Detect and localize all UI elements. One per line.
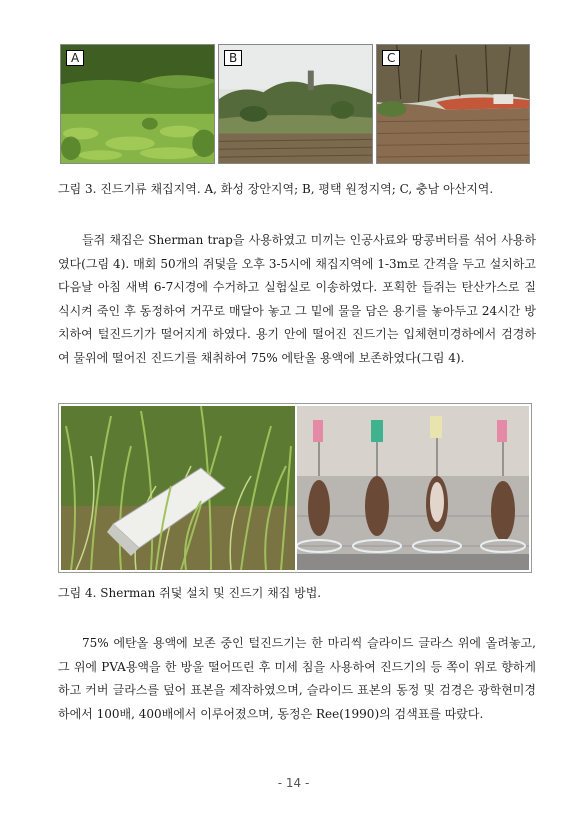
photo-pyeongtaek-field — [218, 44, 373, 164]
panel-label-a: A — [66, 50, 84, 66]
panel-label-c: C — [382, 50, 400, 66]
page-number: - 14 - — [277, 776, 310, 790]
figure-4-caption: 그림 4. Sherman 쥐덫 설치 및 진드기 채집 방법. — [58, 586, 322, 600]
panel-label-b: B — [224, 50, 242, 66]
photo-asan-field — [376, 44, 530, 164]
body-paragraph-1: 들쥐 채집은 Sherman trap을 사용하였고 미끼는 인공사료와 땅콩버터를 섞어 사용하였다(그림 4). 매회 50개의 쥐덫을 오후 3-5시에 채집지역에 1-3m로 간격을 두고 설치하고 다음날 아침 새벽 6-7시경에 수거하고 실험실로 이송하였다. 포획한 들쥐는 탄산가스로 질식시켜 죽인 후 동정하여 거꾸로 매달아 놓고 그 밑에 물을 담은 용기를 놓아두고 24시간 방치하여 털진드기가 떨어지게 하였다. 용기 안에 떨어진 진드기는 입체현미경하에서 검경하여 물위에 떨어진 진드기를 채취하여 75% 에탄올 용액에 보존하였다(그림 4). — [58, 233, 536, 365]
body-paragraph-2: 75% 에탄올 용액에 보존 중인 털진드기는 한 마리씩 슬라이드 글라스 위에 올려놓고, 그 위에 PVA용액을 한 방울 떨어뜨린 후 미세 침을 사용하여 진드기의 등 쪽이 위로 향하게 하고 커버 글라스를 덮어 표본을 제작하였으며, 슬라이드 표본의 동정 및 검경은 광학현미경 하에서 100배, 400배에서 이루어졌으며, 동정은 Ree(1990)의 검색표를 따랐다. — [58, 636, 536, 721]
figure-4 — [58, 403, 532, 573]
photo-hwaseong-field — [60, 44, 215, 164]
photo-hanging-mice — [297, 406, 529, 570]
photo-sherman-trap — [61, 406, 295, 570]
figure-3-caption: 그림 3. 진드기류 채집지역. A, 화성 장안지역; B, 평택 원정지역; C, 충남 아산지역. — [58, 182, 494, 196]
figure-3 — [60, 44, 530, 164]
